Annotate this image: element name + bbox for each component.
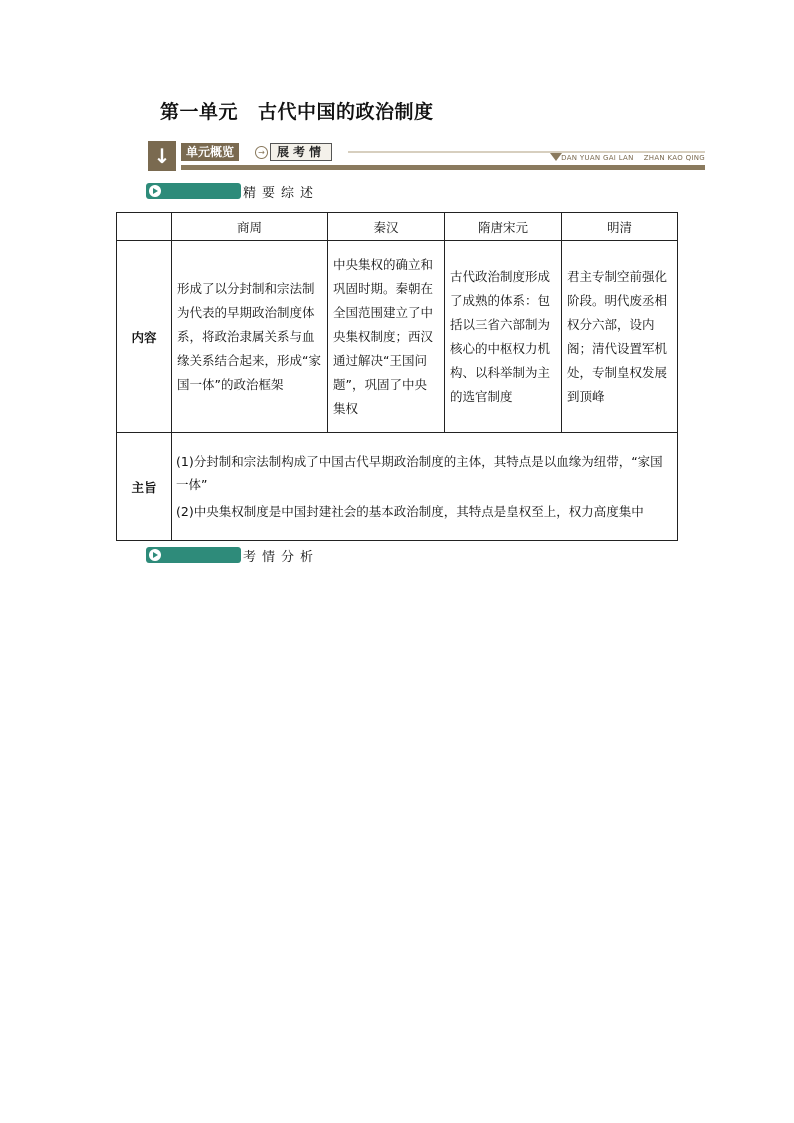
pinyin-a: DAN YUAN GAI LAN — [561, 154, 634, 162]
row-label-content: 内容 — [117, 241, 172, 433]
table-row-theme — [117, 433, 678, 541]
table-header-suitang: 隋唐宋元 — [445, 213, 562, 241]
table-header-qinhan: 秦汉 — [328, 213, 445, 241]
pinyin-b: ZHAN KAO QING — [643, 154, 705, 162]
section-pill — [146, 183, 241, 199]
table-row-content — [117, 241, 678, 433]
row-label-theme: 主旨 — [117, 433, 172, 541]
theme-line-1: (1)分封制和宗法制构成了中国古代早期政治制度的主体，其特点是以血缘为纽带，“家国一体” — [176, 454, 663, 492]
table-cell — [562, 241, 678, 433]
unit-topic: 古代中国的政治制度 — [258, 101, 434, 123]
section-analysis-tag — [146, 547, 319, 563]
banner-pinyin — [561, 154, 705, 162]
table-header-mingqing: 明清 — [562, 213, 678, 241]
down-arrow-icon: ↓ — [148, 141, 176, 171]
exam-overview-label: 展考情 — [270, 143, 332, 161]
cell-text-suitang: 古代政治制度形成了成熟的体系：包括以三省六部制为核心的中枢权力机构、以科举制为主的选官制度 — [450, 268, 551, 404]
unit-overview-label: 单元概览 — [181, 143, 239, 161]
section-summary-tag — [146, 183, 319, 199]
table-cell — [172, 433, 678, 541]
cell-text-mingqing: 君主专制空前强化阶段。明代废丞相权分六部，设内阁；清代设置军机处，专制皇权发展到顶峰 — [567, 268, 668, 404]
table-header-corner — [117, 213, 172, 241]
page-title — [160, 97, 434, 124]
summary-table — [116, 212, 678, 541]
cell-text-qinhan: 中央集权的确立和巩固时期。秦朝在全国范围建立了中央集权制度；西汉通过解决“王国问题”，巩固了中央集权 — [333, 256, 434, 416]
table-header-row — [117, 213, 678, 241]
banner-divider — [181, 165, 705, 170]
section-analysis-label: 考情分析 — [243, 549, 320, 565]
unit-overview-banner — [148, 141, 705, 171]
section-summary-label: 精要综述 — [243, 185, 320, 201]
theme-line-2: (2)中央集权制度是中国封建社会的基本政治制度，其特点是皇权至上，权力高度集中 — [176, 504, 644, 519]
unit-number: 第一单元 — [160, 101, 239, 123]
cell-text-shangzhou: 形成了以分封制和宗法制为代表的早期政治制度体系，将政治隶属关系与血缘关系结合起来，形成“家国一体”的政治框架 — [177, 280, 321, 392]
table-cell — [445, 241, 562, 433]
table-header-shangzhou: 商周 — [172, 213, 328, 241]
section-pill — [146, 547, 241, 563]
play-icon — [149, 549, 161, 561]
table-cell — [328, 241, 445, 433]
banner-divider-thin — [348, 151, 705, 153]
arrow-circle-icon: → — [255, 146, 268, 159]
table-cell — [172, 241, 328, 433]
play-icon — [149, 185, 161, 197]
